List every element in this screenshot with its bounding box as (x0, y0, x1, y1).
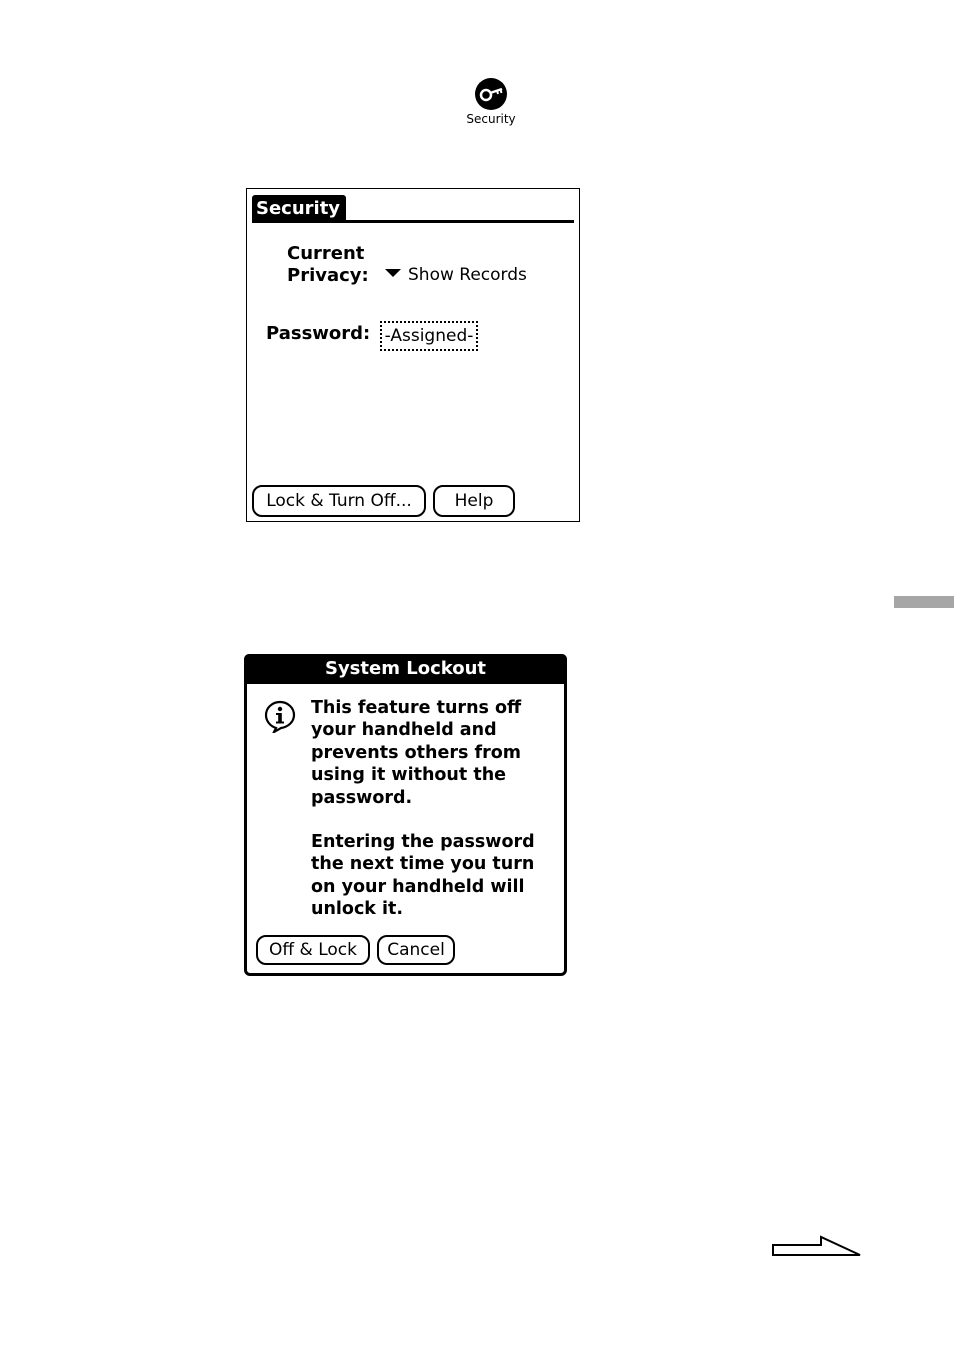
privacy-dropdown[interactable] (385, 265, 527, 285)
dialog-title: System Lockout (244, 654, 567, 684)
system-lockout-dialog (244, 654, 567, 976)
off-and-lock-button[interactable]: Off & Lock (256, 935, 370, 965)
page-section-marker (894, 596, 954, 608)
security-screen (246, 188, 580, 522)
key-icon (475, 78, 507, 110)
cancel-button[interactable]: Cancel (377, 935, 455, 965)
privacy-label-line2: Privacy: (287, 265, 369, 286)
dropdown-triangle-icon (385, 269, 401, 277)
security-app-icon[interactable] (456, 78, 526, 126)
message-paragraph-1: This feature turns off your handheld and prevents others from using it without the password. (311, 698, 522, 808)
password-label: Password: (266, 323, 371, 344)
message-paragraph-2: Entering the password the next time you turn on your handheld will unlock it. (311, 832, 535, 920)
dialog-message (311, 697, 551, 921)
security-app-label: Security (466, 112, 516, 126)
password-field[interactable]: -Assigned- (380, 321, 478, 351)
continued-arrow-icon (772, 1234, 864, 1260)
security-title: Security (252, 195, 346, 221)
privacy-label-line1: Current (287, 243, 365, 264)
lock-turn-off-button[interactable]: Lock & Turn Off... (252, 485, 426, 517)
info-icon (263, 699, 297, 733)
privacy-value: Show Records (408, 265, 527, 285)
title-underline (252, 220, 574, 223)
help-button[interactable]: Help (433, 485, 515, 517)
